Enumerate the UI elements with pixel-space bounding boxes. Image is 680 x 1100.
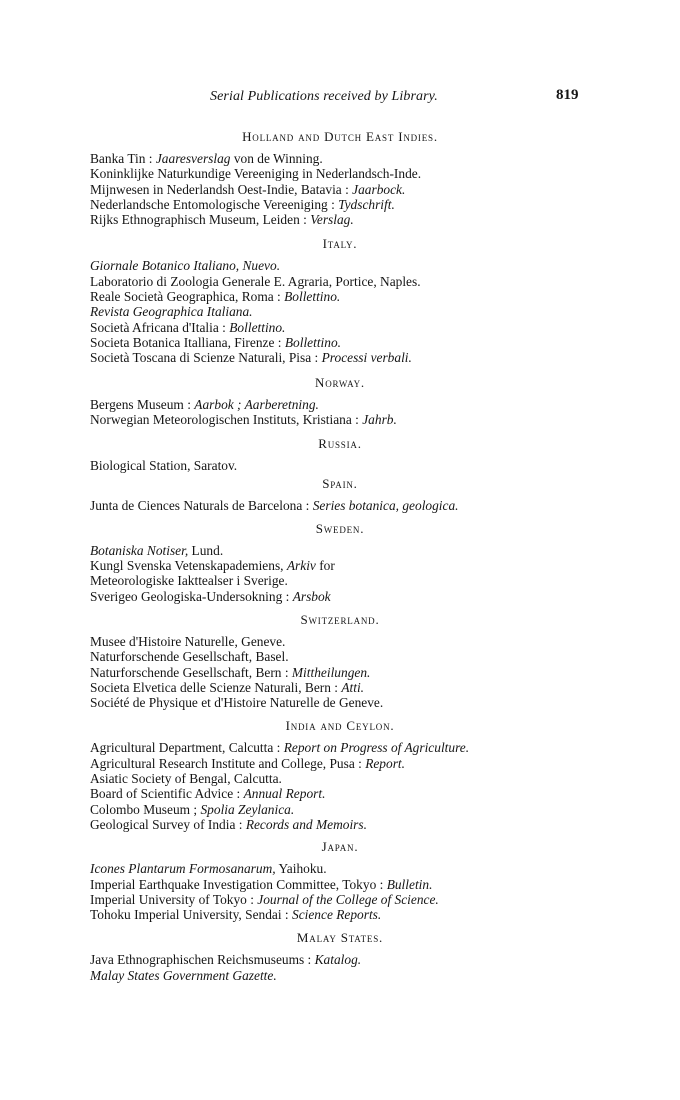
institution-text: Java Ethnographischen Reichsmuseums : [90,952,315,968]
list-item [90,680,590,695]
list-item [90,907,590,922]
institution-text: for [315,558,335,574]
institution-text: Biological Station, Saratov. [90,458,238,474]
institution-text: Laboratorio di Zoologia Generale E. Agraria, Portice, Naples. [90,273,421,289]
institution-text: Meteorologiske Iakttealser i Sverige. [90,573,288,589]
institution-text: von de Winning. [230,151,323,166]
page-number: 819 [556,87,579,103]
publication-title: Tydschrift. [338,196,395,212]
list-item [90,543,590,558]
list-item [90,412,590,427]
list-item [90,589,590,604]
institution-text: Mijnwesen in Nederlandsh Oest-Indie, Batavia : [90,181,353,197]
section [90,718,590,832]
institution-text: Yaihoku. [275,861,327,877]
institution-text: Banka Tin : [90,151,156,166]
list-item [90,649,590,664]
list-item [90,289,590,304]
publication-title: Bollettino. [284,334,342,350]
publication-title: Giornale Botanico Italiano, Nuevo. [90,258,281,274]
publication-title: Icones Plantarum Formosanarum, [90,861,276,877]
list-item [90,695,590,710]
list-item [90,151,590,166]
list-item [90,274,590,289]
list-item [90,212,590,227]
section-heading: Italy. [322,236,358,252]
publication-title: Arkiv [286,558,316,574]
publication-list [90,129,590,983]
publication-title: Mittheilungen. [291,664,371,680]
institution-text: Società Toscana di Scienze Naturali, Pisa : [90,350,322,366]
section-heading: Holland and Dutch East Indies. [242,129,438,144]
section [90,129,590,227]
section-heading: Sweden. [315,520,365,536]
publication-title: Botaniska Notiser, [90,542,189,558]
institution-text: Agricultural Department, Calcutta : [90,740,284,756]
publication-title: Jaaresverslag [155,151,231,166]
section [90,839,590,922]
publication-title: Verslag. [310,212,354,228]
list-item [90,258,590,273]
section [90,521,590,604]
list-item [90,304,590,319]
section [90,612,590,710]
institution-text: Geological Survey of India : [90,816,246,832]
list-item [90,665,590,680]
list-item [90,573,590,588]
list-item [90,786,590,801]
publication-title: Bulletin. [386,876,433,892]
institution-text: Koninklijke Naturkundige Vereeniging in Nederlandsch-Inde. [90,166,422,182]
list-item [90,756,590,771]
institution-text: Tohoku Imperial University, Sendai : [90,907,292,923]
publication-title: Report. [365,755,405,771]
institution-text: Societa Elvetica delle Scienze Naturali, Bern : [90,679,342,695]
institution-text: Società Africana d'Italia : [90,319,230,335]
institution-text: Agricultural Research Institute and College, Pusa : [90,755,366,771]
publication-title: Science Reports. [292,907,382,923]
institution-text: Junta de Ciences Naturals de Barcelona : [90,498,313,514]
list-item [90,458,590,473]
institution-text: Kungl Svenska Vetenskapademiens, [90,558,287,574]
list-item [90,335,590,350]
institution-text: Reale Società Geographica, Roma : [90,289,285,305]
section-heading: Russia. [318,436,362,452]
institution-text: Société de Physique et d'Histoire Naturelle de Geneve. [90,695,384,711]
publication-title: Series botanica, geologica. [312,498,459,514]
institution-text: Imperial Earthquake Investigation Committee, Tokyo : [90,876,387,892]
list-item [90,182,590,197]
list-item [90,498,590,513]
publication-title: Arsbok [292,588,331,604]
list-item [90,771,590,786]
list-item [90,817,590,832]
list-item [90,740,590,755]
institution-text: Asiatic Society of Bengal, Calcutta. [90,771,282,787]
section [90,375,590,428]
institution-text: Naturforschende Gesellschaft, Basel. [90,649,289,665]
section [90,436,590,473]
publication-title: Bollettino. [284,289,341,305]
publication-title: Malay States Government Gazette. [90,967,277,983]
section [90,476,590,513]
publication-title: Jaarbock. [352,181,406,197]
list-item [90,861,590,876]
section-heading: Norway. [315,374,365,390]
section-heading: Japan. [321,839,359,855]
institution-text: Sverigeo Geologiska-Undersokning : [90,588,293,604]
list-item [90,397,590,412]
section [90,236,590,365]
running-title: Serial Publications received by Library. [210,89,438,104]
section-heading: Malay States. [296,930,384,946]
section [90,930,590,983]
list-item [90,350,590,365]
list-item [90,558,590,573]
institution-text: Naturforschende Gesellschaft, Bern : [90,664,292,680]
publication-title: Bollettino. [229,319,286,335]
institution-text: Lund. [188,542,224,558]
publication-title: Records and Memoirs. [245,816,367,832]
institution-text: Board of Scientific Advice : [90,786,244,802]
publication-title: Processi verbali. [321,350,412,366]
list-item [90,634,590,649]
publication-title: Jahrb. [362,411,397,427]
institution-text: Musee d'Histoire Naturelle, Geneve. [90,633,286,649]
institution-text: Colombo Museum ; [90,801,201,817]
publication-title: Revista Geographica Italiana. [90,304,253,320]
list-item [90,968,590,983]
institution-text: Rijks Ethnographisch Museum, Leiden : [90,212,311,228]
section-heading: India and Ceylon. [285,718,395,734]
publication-title: Atti. [341,679,365,695]
list-item [90,197,590,212]
list-item [90,892,590,907]
institution-text: Imperial University of Tokyo : [90,891,258,907]
list-item [90,877,590,892]
section-heading: Switzerland. [300,611,380,627]
list-item [90,166,590,181]
institution-text: Norwegian Meteorologischen Instituts, Kristiana : [90,411,363,427]
publication-title: Aarbok ; Aarberetning. [194,396,319,412]
institution-text: Bergens Museum : [90,396,195,412]
institution-text: Societa Botanica Italliana, Firenze : [90,334,285,350]
publication-title: Report on Progress of Agriculture. [283,740,470,756]
publication-title: Katalog. [314,952,362,968]
publication-title: Annual Report. [243,786,326,802]
publication-title: Spolia Zeylanica. [200,801,295,817]
section-heading: Spain. [322,476,358,492]
publication-title: Journal of the College of Science. [257,891,439,907]
institution-text: Nederlandsche Entomologische Vereeniging : [90,196,339,212]
list-item [90,802,590,817]
list-item [90,320,590,335]
list-item [90,952,590,967]
